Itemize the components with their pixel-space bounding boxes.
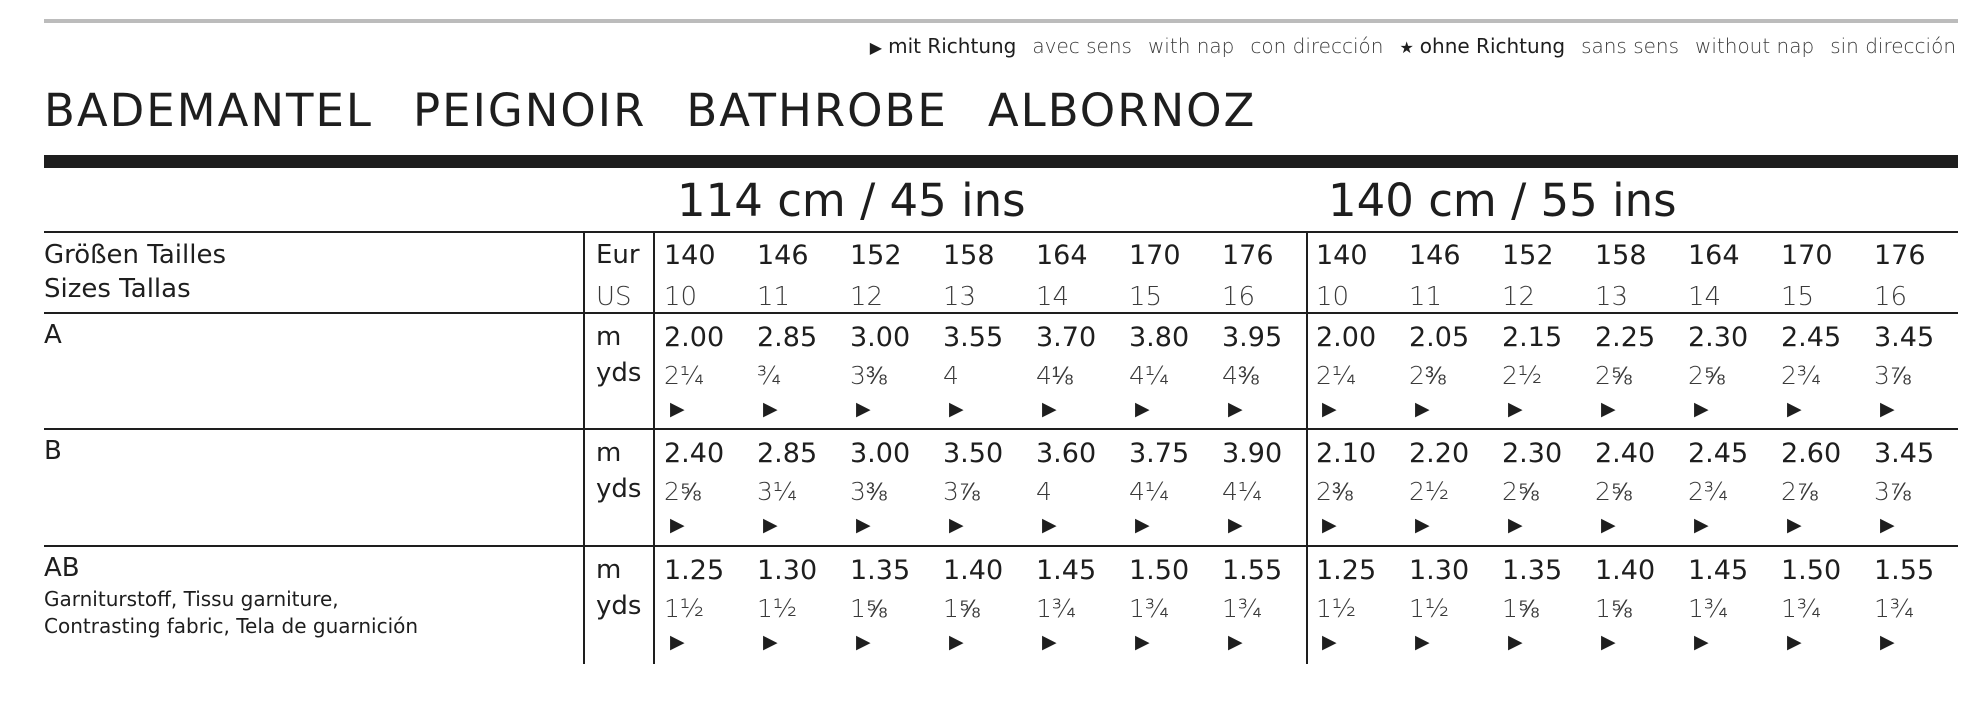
legend-nap-en: with nap <box>1147 34 1235 58</box>
yards-value: 2⅝ <box>1688 361 1725 390</box>
nap-marker: ▶ <box>670 514 685 536</box>
nap-marker: ▶ <box>1601 514 1616 536</box>
meters-value: 1.40 <box>1595 555 1656 586</box>
meters-value: 3.70 <box>1036 322 1097 353</box>
page-title <box>44 84 1296 137</box>
width-heading-114: 114 cm / 45 ins <box>677 174 1026 227</box>
title-de: BADEMANTEL <box>44 84 374 137</box>
size-eur: 152 <box>850 240 902 271</box>
nap-marker: ▶ <box>1135 398 1150 420</box>
meters-value: 3.90 <box>1222 438 1283 469</box>
table-rule <box>44 312 1958 314</box>
size-eur: 164 <box>1688 240 1740 271</box>
size-eur: 146 <box>1409 240 1461 271</box>
yards-value: 3⅞ <box>1874 477 1911 506</box>
yards-value: 1½ <box>664 594 705 623</box>
yards-value: 1⅝ <box>1595 594 1632 623</box>
nap-marker: ▶ <box>670 398 685 420</box>
meters-value: 1.30 <box>1409 555 1470 586</box>
nap-marker: ▶ <box>1228 514 1243 536</box>
meters-value: 2.10 <box>1316 438 1377 469</box>
unit-yds: yds <box>596 358 642 388</box>
meters-value: 2.30 <box>1502 438 1563 469</box>
row-label: B <box>44 436 62 466</box>
meters-value: 2.30 <box>1688 322 1749 353</box>
yards-value: 4⅜ <box>1222 361 1259 390</box>
yards-value: 1¾ <box>1781 594 1822 623</box>
nap-marker: ▶ <box>1228 631 1243 653</box>
nap-marker: ▶ <box>1601 631 1616 653</box>
size-us: 15 <box>1781 282 1815 312</box>
yards-value: 4¼ <box>1222 477 1263 506</box>
nap-marker: ▶ <box>1042 514 1057 536</box>
size-us: 10 <box>1316 282 1350 312</box>
legend-no-nap-en: without nap <box>1695 34 1815 58</box>
column-divider <box>1306 232 1308 664</box>
row-label: A <box>44 320 62 350</box>
unit-m: m <box>596 322 622 352</box>
meters-value: 3.60 <box>1036 438 1097 469</box>
meters-value: 3.00 <box>850 438 911 469</box>
meters-value: 2.40 <box>664 438 725 469</box>
yards-value: 1⅝ <box>1502 594 1539 623</box>
nap-marker: ▶ <box>1135 631 1150 653</box>
nap-marker: ▶ <box>856 398 871 420</box>
yards-value: 1½ <box>1316 594 1357 623</box>
yards-value: 2⅝ <box>1502 477 1539 506</box>
yards-value: 1¾ <box>1222 594 1263 623</box>
nap-marker: ▶ <box>763 398 778 420</box>
nap-marker: ▶ <box>1880 398 1895 420</box>
meters-value: 1.25 <box>1316 555 1377 586</box>
legend-nap-fr: avec sens <box>1032 34 1132 58</box>
meters-value: 3.00 <box>850 322 911 353</box>
size-us: 16 <box>1222 282 1256 312</box>
size-eur: 170 <box>1129 240 1181 271</box>
size-label-2: Sizes Tallas <box>44 274 191 304</box>
yards-value: 1½ <box>1409 594 1450 623</box>
unit-m: m <box>596 438 622 468</box>
yards-value: 3⅜ <box>850 361 887 390</box>
size-eur: 176 <box>1874 240 1926 271</box>
nap-marker: ▶ <box>1415 631 1430 653</box>
meters-value: 2.45 <box>1781 322 1842 353</box>
table-rule <box>44 428 1958 430</box>
meters-value: 1.30 <box>757 555 818 586</box>
size-label-1: Größen Tailles <box>44 240 227 270</box>
width-heading-140: 140 cm / 55 ins <box>1328 174 1677 227</box>
nap-marker: ▶ <box>1415 398 1430 420</box>
legend-nap-de: mit Richtung <box>888 34 1017 58</box>
meters-value: 3.55 <box>943 322 1004 353</box>
meters-value: 1.45 <box>1688 555 1749 586</box>
size-unit-us: US <box>596 282 632 312</box>
legend-nap-es: con dirección <box>1250 34 1384 58</box>
size-eur: 158 <box>1595 240 1647 271</box>
nap-marker: ▶ <box>1880 631 1895 653</box>
meters-value: 1.40 <box>943 555 1004 586</box>
legend-no-nap-de: ohne Richtung <box>1419 34 1566 58</box>
yards-value: 2⅝ <box>1595 361 1632 390</box>
meters-value: 1.50 <box>1129 555 1190 586</box>
meters-value: 3.45 <box>1874 438 1935 469</box>
nap-marker: ▶ <box>1787 631 1802 653</box>
nap-marker: ▶ <box>1322 514 1337 536</box>
meters-value: 3.95 <box>1222 322 1283 353</box>
size-eur: 140 <box>1316 240 1368 271</box>
meters-value: 1.45 <box>1036 555 1097 586</box>
size-eur: 152 <box>1502 240 1554 271</box>
size-eur: 170 <box>1781 240 1833 271</box>
yards-value: 2½ <box>1502 361 1543 390</box>
meters-value: 2.60 <box>1781 438 1842 469</box>
nap-marker: ▶ <box>1508 631 1523 653</box>
nap-marker: ▶ <box>1880 514 1895 536</box>
nap-marker: ▶ <box>1042 398 1057 420</box>
title-en: BATHROBE <box>686 84 948 137</box>
meters-value: 3.50 <box>943 438 1004 469</box>
meters-value: 2.15 <box>1502 322 1563 353</box>
yards-value: 2½ <box>1409 477 1450 506</box>
size-eur: 146 <box>757 240 809 271</box>
size-us: 14 <box>1688 282 1722 312</box>
yards-value: 1½ <box>757 594 798 623</box>
nap-marker: ▶ <box>856 514 871 536</box>
meters-value: 1.25 <box>664 555 725 586</box>
nap-marker: ▶ <box>670 631 685 653</box>
size-us: 13 <box>1595 282 1629 312</box>
nap-marker: ▶ <box>763 631 778 653</box>
yards-value: 2⅝ <box>664 477 701 506</box>
yards-value: 3¼ <box>757 477 798 506</box>
yards-value: 2⅜ <box>1316 477 1353 506</box>
row-label: AB <box>44 553 80 583</box>
meters-value: 1.35 <box>850 555 911 586</box>
row-sublabel: Garniturstoff, Tissu garniture, <box>44 587 339 611</box>
yards-value: 2⅝ <box>1595 477 1632 506</box>
nap-marker: ▶ <box>1415 514 1430 536</box>
meters-value: 1.50 <box>1781 555 1842 586</box>
yards-value: 1¾ <box>1129 594 1170 623</box>
meters-value: 1.35 <box>1502 555 1563 586</box>
size-us: 15 <box>1129 282 1163 312</box>
yards-value: 1¾ <box>1874 594 1915 623</box>
yards-value: 3⅞ <box>1874 361 1911 390</box>
yards-value: 4⅛ <box>1036 361 1073 390</box>
legend-no-nap-es: sin dirección <box>1830 34 1956 58</box>
yards-value: 2⅜ <box>1409 361 1446 390</box>
unit-yds: yds <box>596 474 642 504</box>
nap-marker: ▶ <box>1694 398 1709 420</box>
nap-marker: ▶ <box>949 631 964 653</box>
yards-value: 2¼ <box>664 361 705 390</box>
title-rule <box>44 155 1958 168</box>
nap-marker: ▶ <box>949 398 964 420</box>
meters-value: 3.75 <box>1129 438 1190 469</box>
nap-legend <box>870 34 1956 58</box>
table-rule <box>44 545 1958 547</box>
top-rule <box>44 19 1958 23</box>
nap-symbol: ▶ <box>869 38 883 57</box>
no-nap-symbol: ★ <box>1399 38 1414 57</box>
yards-value: 4¼ <box>1129 361 1170 390</box>
yards-value: ¾ <box>757 361 782 390</box>
size-us: 13 <box>943 282 977 312</box>
yards-value: 2¾ <box>1688 477 1729 506</box>
size-us: 10 <box>664 282 698 312</box>
nap-marker: ▶ <box>1787 398 1802 420</box>
meters-value: 2.40 <box>1595 438 1656 469</box>
nap-marker: ▶ <box>763 514 778 536</box>
yards-value: 1¾ <box>1688 594 1729 623</box>
nap-marker: ▶ <box>1322 398 1337 420</box>
column-divider <box>653 232 655 664</box>
unit-yds: yds <box>596 591 642 621</box>
nap-marker: ▶ <box>1787 514 1802 536</box>
size-us: 11 <box>757 282 791 312</box>
yards-value: 3⅜ <box>850 477 887 506</box>
nap-marker: ▶ <box>1228 398 1243 420</box>
meters-value: 1.55 <box>1222 555 1283 586</box>
column-divider <box>583 232 585 664</box>
legend-no-nap-fr: sans sens <box>1581 34 1680 58</box>
yards-value: 4¼ <box>1129 477 1170 506</box>
title-es: ALBORNOZ <box>987 84 1257 137</box>
size-eur: 164 <box>1036 240 1088 271</box>
yards-value: 1⅝ <box>850 594 887 623</box>
yards-value: 2⅞ <box>1781 477 1818 506</box>
nap-marker: ▶ <box>856 631 871 653</box>
nap-marker: ▶ <box>1601 398 1616 420</box>
size-eur: 140 <box>664 240 716 271</box>
nap-marker: ▶ <box>1135 514 1150 536</box>
yards-value: 4 <box>943 361 959 390</box>
meters-value: 2.00 <box>1316 322 1377 353</box>
size-us: 12 <box>1502 282 1536 312</box>
yards-value: 2¾ <box>1781 361 1822 390</box>
meters-value: 3.45 <box>1874 322 1935 353</box>
yards-value: 1¾ <box>1036 594 1077 623</box>
meters-value: 2.20 <box>1409 438 1470 469</box>
size-unit-eur: Eur <box>596 240 640 270</box>
yards-value: 1⅝ <box>943 594 980 623</box>
nap-marker: ▶ <box>1042 631 1057 653</box>
meters-value: 1.55 <box>1874 555 1935 586</box>
meters-value: 3.80 <box>1129 322 1190 353</box>
meters-value: 2.85 <box>757 438 818 469</box>
nap-marker: ▶ <box>1694 631 1709 653</box>
meters-value: 2.45 <box>1688 438 1749 469</box>
size-us: 14 <box>1036 282 1070 312</box>
meters-value: 2.00 <box>664 322 725 353</box>
size-us: 11 <box>1409 282 1443 312</box>
yards-value: 4 <box>1036 477 1052 506</box>
nap-marker: ▶ <box>1508 514 1523 536</box>
title-fr: PEIGNOIR <box>413 84 647 137</box>
yards-value: 3⅞ <box>943 477 980 506</box>
nap-marker: ▶ <box>949 514 964 536</box>
table-rule <box>44 231 1958 233</box>
unit-m: m <box>596 555 622 585</box>
nap-marker: ▶ <box>1508 398 1523 420</box>
yards-value: 2¼ <box>1316 361 1357 390</box>
size-us: 16 <box>1874 282 1908 312</box>
size-eur: 158 <box>943 240 995 271</box>
nap-marker: ▶ <box>1322 631 1337 653</box>
meters-value: 2.85 <box>757 322 818 353</box>
nap-marker: ▶ <box>1694 514 1709 536</box>
meters-value: 2.05 <box>1409 322 1470 353</box>
size-eur: 176 <box>1222 240 1274 271</box>
size-us: 12 <box>850 282 884 312</box>
meters-value: 2.25 <box>1595 322 1656 353</box>
row-sublabel: Contrasting fabric, Tela de guarnición <box>44 614 419 638</box>
